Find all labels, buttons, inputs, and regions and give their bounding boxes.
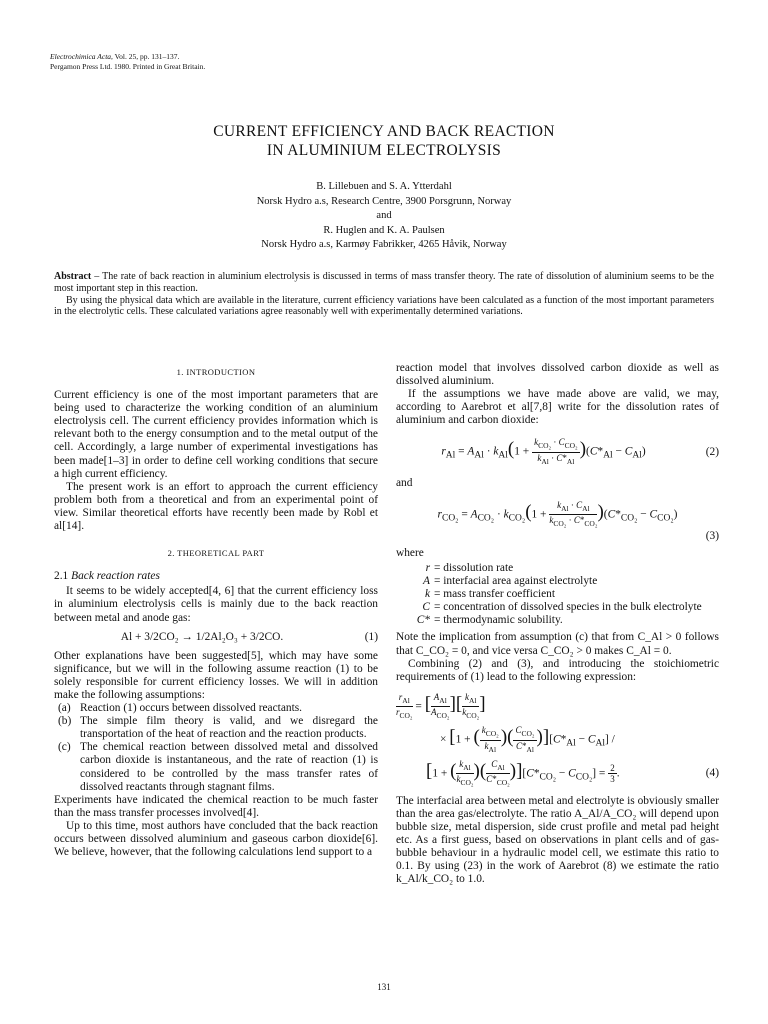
authors-and: and: [376, 210, 392, 221]
theory-paragraph-1: It seems to be widely accepted[4, 6] that the current efficiency loss in aluminium electrolysis cells is mainly due to the back reaction between metal and anode gas:: [54, 585, 378, 624]
affiliation-2: Norsk Hydro a.s, Karmøy Fabrikker, 4265 Håvik, Norway: [261, 239, 507, 250]
right-column: [396, 362, 719, 886]
equation-3: [396, 500, 719, 530]
section-heading-theoretical: 2. THEORETICAL PART: [167, 548, 265, 559]
and-text: and: [396, 477, 413, 490]
assumption-list: [54, 702, 378, 794]
journal-citation: [50, 52, 205, 72]
equation-1-number: (1): [364, 630, 378, 643]
left-column: [54, 362, 378, 859]
assumption-item: (a) Reaction (1) occurs between dissolved reactants.: [58, 702, 303, 715]
equation-1: [54, 631, 378, 644]
theory-paragraph-2: Other explanations have been suggested[5], which may have some significance, but we will in the following assume reaction (1) to be solely responsible for current efficiency losses. We will in addition make the following assumptions:: [54, 649, 378, 701]
equation-4-line-3: [1 + ( $k_{Al}$ $k_{CO_2}$ )( $C_{Al}$ $C*_{CO_2}$ )]$[C*_{CO_2} - C_{CO_2}]$ = $\frac{2}{3}$ . (4): [426, 758, 719, 788]
abstract-text-2: By using the physical data which are available in the literature, current efficiency variations have been calculated as a function of the most important parameters in the electrolytic cells. These calculated variations agree reasonably well with experimentally determined variations.: [54, 294, 714, 318]
abstract-label: Abstract: [54, 271, 92, 282]
right-paragraph-2: If the assumptions we have made above are valid, we may, according to Aarebrot et al[7,8] write for the dissolution rates of aluminium and carbon dioxide:: [396, 388, 719, 427]
authors-group-1: B. Lillebuen and S. A. Ytterdahl: [316, 181, 452, 192]
definition-item: k = mass transfer coefficient: [424, 588, 556, 601]
assumption-item: (b) The simple film theory is valid, and we disregard the transportation of the heat of reaction and the reaction products.: [58, 715, 378, 741]
equation-4-number: (4): [705, 767, 719, 780]
affiliation-1: Norsk Hydro a.s, Research Centre, 3900 Porsgrunn, Norway: [256, 195, 512, 207]
definition-item: C = concentration of dissolved species in the bulk electrolyte: [422, 601, 702, 614]
equation-3-number: (3): [705, 529, 719, 542]
right-paragraph-1: reaction model that involves dissolved carbon dioxide as well as dissolved aluminium.: [396, 362, 719, 388]
abstract-text-1: – The rate of back reaction in aluminium electrolysis is discussed in terms of mass transfer theory. The rate of dissolution of aluminium seems to be the most important step in this reaction.: [54, 271, 714, 294]
equation-3-body: $r_{CO_2} = A_{CO_2} \cdot k_{CO_2}(1$ + $k_{Al} \cdot C_{Al}$ $k_{CO_2} \cdot C*_{CO_2}$ )$(C*_{CO_2} - C_{CO_2})$: [437, 500, 678, 529]
where-text: where: [396, 546, 424, 559]
assumption-item: (c) The chemical reaction between dissolved metal and dissolved carbon dioxide is instantaneous, and the rate of reaction (1) is considered to be controlled by the mass transfer rates of dissolved reactants through stagnant films.: [58, 741, 378, 793]
author-block: [0, 180, 768, 253]
equation-2-number: (2): [705, 445, 719, 458]
intro-paragraph-1: Current efficiency is one of the most important parameters that are being used to characterize the working condition of an aluminium electrolysis cell. The current efficiency provides information which is relevant both to the energy consumption and to the metal output of the cell. Accordingly, a large number of experimental investigations has been made[1–3] in order to define cell working conditions that secure a high current efficiency.: [54, 389, 378, 480]
right-paragraph-5: The interfacial area between metal and electrolyte is obviously smaller than the area gas/electrolyte. The ratio A_Al/A_CO₂ will depend upon bubble size, metal dispersion, side crust profile and metal pad height etc. As a first guess, based on observations in plant cells and of gas-bubble behaviour in a hydraulic model cell, we estimate this ratio to 0.1. By using (23) in the work of Aarebrot (8) we estimate the ratio k_Al/k_CO₂ to 1.0.: [396, 794, 719, 886]
theory-paragraph-4: Up to this time, most authors have concluded that the back reaction occurs between dissolved aluminium and gaseous carbon dioxide[6]. We believe, however, that the following calculations lend support to a: [54, 819, 378, 859]
definition-item: r = dissolution rate: [425, 561, 514, 574]
journal-volume: Vol. 25, pp. 131–137.: [114, 52, 180, 61]
paper-title: [0, 122, 768, 160]
definition-item: A = interfacial area against electrolyte: [423, 575, 598, 588]
equation-2: [396, 437, 719, 467]
publisher-line: Pergamon Press Ltd. 1980. Printed in Great Britain.: [50, 62, 206, 71]
right-paragraph-3: Note the implication from assumption (c) that from C_Al > 0 follows that C_CO₂ = 0, and vice versa C_CO₂ > 0 makes C_Al = 0.: [396, 631, 719, 657]
journal-name: Electrochimica Acta,: [50, 52, 113, 61]
abstract: [54, 271, 714, 318]
equation-4: [396, 692, 719, 789]
theory-paragraph-3: Experiments have indicated the chemical reaction to be much faster than the mass transfer processes involved[4].: [54, 793, 378, 819]
authors-group-2: R. Huglen and K. A. Paulsen: [323, 224, 445, 236]
right-paragraph-4: Combining (2) and (3), and introducing the stoichiometric requirements of (1) lead to the following expression:: [396, 657, 719, 683]
equation-1-body: Al + 3/2CO₂ → 1/2Al₂O₃ + 3/2CO.: [120, 630, 284, 643]
subsection-heading-2-1: 2.1 Back reaction rates: [54, 570, 160, 583]
equation-2-body: $r_{Al} = A_{Al} \cdot k_{Al}(1$ + $k_{CO_2} \cdot C_{CO_2}$ $k_{Al} \cdot C*_{Al}$ )$(C*_{Al} - C_{Al})$: [441, 437, 646, 466]
title-line-2: IN ALUMINIUM ELECTROLYSIS: [266, 142, 502, 159]
equation-4-line-1: $r_{Al}$ $r_{CO_2}$ = [ $A_{Al}$ $A_{CO_2}$ ][ $k_{Al}$ $k_{CO_2}$ ]: [396, 691, 486, 720]
title-line-1: CURRENT EFFICIENCY AND BACK REACTION: [213, 123, 555, 140]
symbol-definitions: [414, 562, 719, 627]
intro-paragraph-2: The present work is an effort to approach the current efficiency problem both from a theoretical and from an experimental point of view. Similar theoretical efforts have recently been made by Robl et al[14].: [54, 480, 378, 533]
section-heading-introduction: 1. INTRODUCTION: [176, 367, 256, 377]
definition-item: C* = thermodynamic solubility.: [416, 614, 563, 627]
equation-4-line-2: × [1 + ( $k_{CO_2}$ $k_{Al}$ )( $C_{CO_2}$ $C*_{Al}$ )]$[C*_{Al} - C_{Al}]$ /: [440, 725, 615, 754]
page-number: 131: [377, 982, 391, 992]
